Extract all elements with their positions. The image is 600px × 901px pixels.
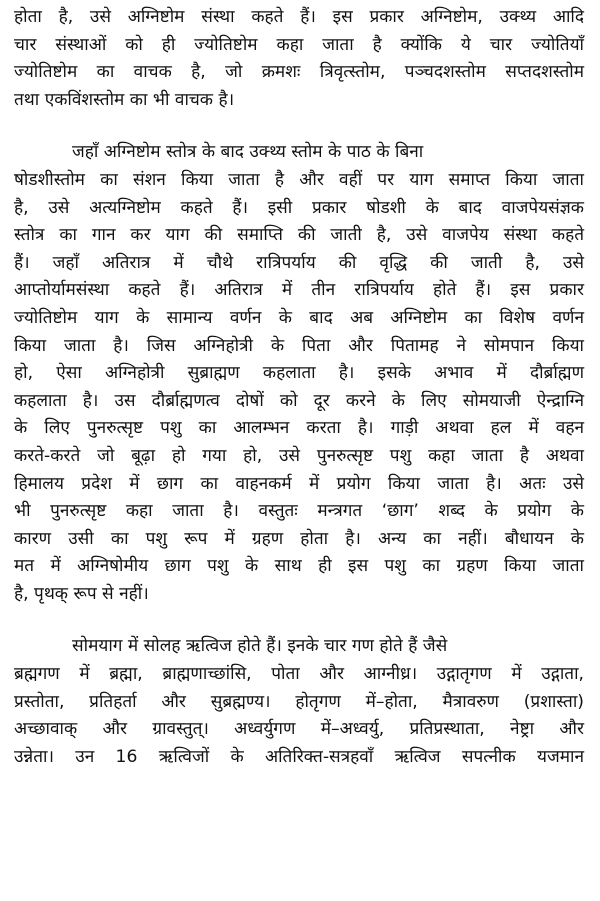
document-page [14, 4, 584, 771]
text-line: ज्योतिष्टोम याग के सामान्य वर्णन के बाद अब अग्निष्टोम का विशेष वर्णन [14, 307, 584, 328]
text-line: मत में अग्निषोमीय छाग पशु के साथ ही इस पशु का ग्रहण किया जाता [14, 556, 584, 577]
text-line: अच्छावाक् और ग्रावस्तुत्। अध्वर्युगण में–अध्वर्यु, प्रतिप्रस्थाता, नेष्ट्रा और [14, 719, 584, 740]
text-line: तथा एकविंशस्तोम का भी वाचक है। [14, 89, 235, 110]
text-line: चार संस्थाओं को ही ज्योतिष्टोम कहा जाता है क्योंकि ये चार ज्योतियाँ [14, 34, 584, 55]
paragraph-2 [14, 139, 584, 608]
paragraph-1 [14, 4, 584, 114]
text-line: स्तोत्र का गान कर याग की समाप्ति की जाती है, उसे वाजपेय संस्था कहते [14, 225, 584, 246]
paragraph-gap [14, 114, 584, 139]
text-line: करते-करते जो बूढ़ा हो गया हो, उसे पुनरुत्सृष्ट पशु कहा जाता है अथवा [14, 445, 584, 466]
text-line: है, उसे अत्यग्निष्टोम कहते हैं। इसी प्रकार षोडशी के बाद वाजपेयसंज्ञक [14, 197, 584, 218]
text-line: किया जाता है। जिस अग्निहोत्री के पिता और पितामह ने सोमपान किया [14, 335, 584, 356]
text-line: के लिए पुनरुत्सृष्ट पशु का आलम्भन करता है। गाड़ी अथवा हल में वहन [14, 418, 584, 439]
text-line: हो, ऐसा अग्निहोत्री सुब्राह्मण कहलाता है। इसके अभाव में दौर्ब्राह्मण [14, 363, 584, 384]
text-line: ज्योतिष्टोम का वाचक है, जो क्रमशः त्रिवृत्स्तोम, पञ्चदशस्तोम सप्तदशस्तोम [14, 62, 584, 83]
text-line: होता है, उसे अग्निष्टोम संस्था कहते हैं। इस प्रकार अग्निष्टोम, उक्थ्य आदि [14, 7, 584, 27]
text-line: है, पृथक् रूप से नहीं। [14, 583, 149, 604]
paragraph-gap [14, 608, 584, 633]
text-line: हिमालय प्रदेश में छाग का वाहनकर्म में प्रयोग किया जाता है। अतः उसे [14, 473, 584, 494]
text-line: सोमयाग में सोलह ऋत्विज होते हैं। इनके चार गण होते हैं जैसे [72, 636, 448, 657]
text-line: भी पुनरुत्सृष्ट कहा जाता है। वस्तुतः मन्त्रगत ‘छाग’ शब्द के प्रयोग के [14, 501, 584, 522]
text-line: उन्नेता। उन 16 ऋत्विजों के अतिरिक्त-सत्रहवाँ ऋत्विज सपत्नीक यजमान [14, 746, 584, 767]
text-line: प्रस्तोता, प्रतिहर्ता और सुब्रह्मण्य। होतृगण में–होता, मैत्रावरुण (प्रशास्ता) [14, 691, 584, 712]
text-line: कारण उसी का पशु रूप में ग्रहण होता है। अन्य का नहीं। बौधायन के [14, 528, 584, 549]
text-line: कहलाता है। उस दौर्ब्राह्मणत्व दोषों को दूर करने के लिए सोमयाजी ऐन्द्राग्नि [14, 390, 584, 411]
paragraph-3 [14, 633, 584, 771]
text-line: जहाँ अग्निष्टोम स्तोत्र के बाद उक्थ्य स्तोम के पाठ के बिना [72, 142, 424, 163]
text-line: आप्तोर्यामसंस्था कहते हैं। अतिरात्र में तीन रात्रिपर्याय होते हैं। इस प्रकार [14, 280, 584, 301]
text-line: ब्रह्मगण में ब्रह्मा, ब्राह्मणाच्छांसि, पोता और आग्नीध्र। उद्गातृगण में उद्गाता, [14, 664, 584, 685]
text-line: षोडशीस्तोम का संशन किया जाता है और वहीं पर याग समाप्त किया जाता [14, 169, 584, 190]
text-line: हैं। जहाँ अतिरात्र में चौथे रात्रिपर्याय की वृद्धि की जाती है, उसे [14, 252, 584, 273]
